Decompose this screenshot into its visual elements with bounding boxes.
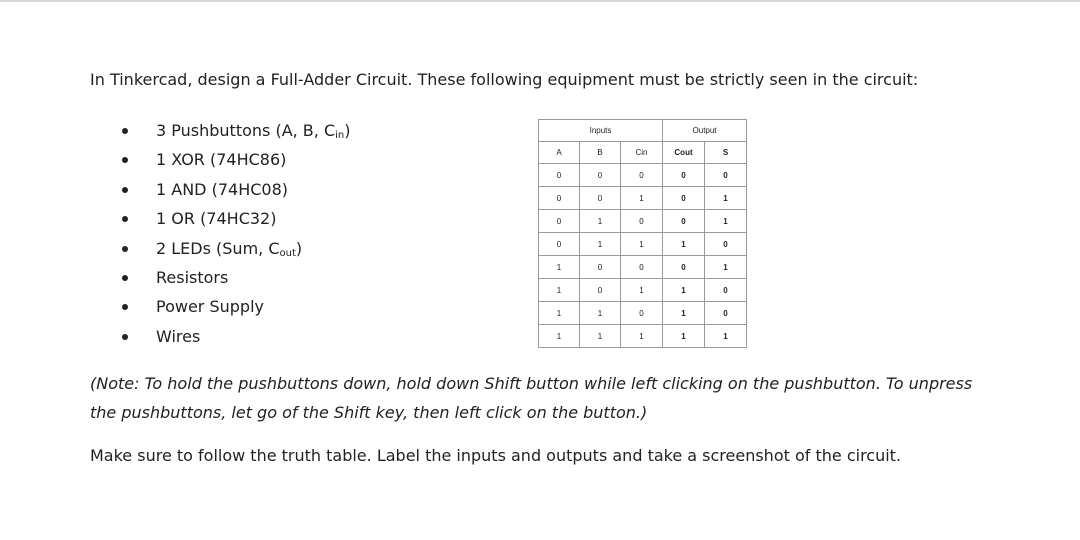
column-header-b: B <box>580 142 621 164</box>
table-row <box>539 233 747 256</box>
cell-a: 1 <box>539 302 580 325</box>
bullet-icon <box>122 157 128 163</box>
item-text: 1 AND (74HC08) <box>156 179 288 199</box>
item-tail: ) <box>344 121 351 140</box>
cell-s: 1 <box>705 210 747 233</box>
bullet-icon <box>122 275 128 281</box>
cell-b: 0 <box>580 187 621 210</box>
inputs-header: Inputs <box>539 120 663 142</box>
cell-cout: 0 <box>663 187 705 210</box>
bullet-icon <box>122 334 128 340</box>
item-text: 3 Pushbuttons (A, B, C <box>156 121 336 140</box>
bullet-icon <box>122 128 128 134</box>
cell-b: 1 <box>580 210 621 233</box>
column-header-row <box>539 142 747 164</box>
cell-a: 1 <box>539 279 580 302</box>
cell-cin: 1 <box>621 325 663 348</box>
cell-s: 1 <box>705 325 747 348</box>
cell-a: 0 <box>539 233 580 256</box>
cell-a: 0 <box>539 187 580 210</box>
cell-cin: 0 <box>621 302 663 325</box>
bullet-icon <box>122 187 128 193</box>
item-text: 1 XOR (74HC86) <box>156 150 287 170</box>
bullet-icon <box>122 304 128 310</box>
column-header-s: S <box>705 142 747 164</box>
cell-cin: 1 <box>621 233 663 256</box>
cell-cin: 0 <box>621 256 663 279</box>
column-header-a: A <box>539 142 580 164</box>
column-header-cout: Cout <box>663 142 705 164</box>
cell-a: 1 <box>539 256 580 279</box>
cell-cin: 1 <box>621 279 663 302</box>
note-text: (Note: To hold the pushbuttons down, hold down Shift button while left clicking on the pushbutton. To unpress the pushbuttons, let go of the Shift key, then left click on the button.) <box>90 374 973 422</box>
table-row <box>539 279 747 302</box>
cell-cout: 0 <box>663 210 705 233</box>
output-header: Output <box>663 120 747 142</box>
cell-cout: 0 <box>663 164 705 187</box>
cell-b: 0 <box>580 256 621 279</box>
table-row <box>539 256 747 279</box>
table-row <box>539 210 747 233</box>
cell-cout: 1 <box>663 325 705 348</box>
cell-s: 0 <box>705 302 747 325</box>
cell-cout: 1 <box>663 279 705 302</box>
cell-b: 1 <box>580 325 621 348</box>
cell-b: 0 <box>580 164 621 187</box>
cell-s: 0 <box>705 164 747 187</box>
item-text: 1 OR (74HC32) <box>156 209 277 229</box>
top-divider <box>0 0 1080 2</box>
item-tail: ) <box>295 238 303 258</box>
item-text: Wires <box>156 326 201 346</box>
cell-cin: 1 <box>621 187 663 210</box>
cell-b: 0 <box>580 279 621 302</box>
item-text: 2 LEDs (Sum, C <box>156 238 280 258</box>
cell-a: 0 <box>539 164 580 187</box>
truth-table <box>538 119 747 348</box>
cell-a: 1 <box>539 325 580 348</box>
table-row <box>539 325 747 348</box>
bullet-icon <box>122 216 128 222</box>
group-header-row <box>539 120 747 142</box>
cell-s: 0 <box>705 233 747 256</box>
intro-text: In Tinkercad, design a Full-Adder Circuit. These following equipment must be strictly seen in the circuit: <box>90 70 919 89</box>
item-text: Power Supply <box>156 297 264 317</box>
column-header-cin: Cin <box>621 142 663 164</box>
cell-cout: 0 <box>663 256 705 279</box>
cell-a: 0 <box>539 210 580 233</box>
table-row <box>539 164 747 187</box>
cell-s: 0 <box>705 279 747 302</box>
cell-b: 1 <box>580 302 621 325</box>
item-subscript: out <box>279 247 296 259</box>
closing-instruction: Make sure to follow the truth table. Label the inputs and outputs and take a screenshot of the circuit. <box>90 446 902 465</box>
cell-s: 1 <box>705 256 747 279</box>
item-text: Resistors <box>156 267 229 287</box>
cell-cin: 0 <box>621 164 663 187</box>
cell-b: 1 <box>580 233 621 256</box>
bullet-icon <box>122 246 128 252</box>
truth-table-body <box>539 164 747 348</box>
table-row <box>539 302 747 325</box>
item-subscript: in <box>335 130 345 141</box>
cell-cout: 1 <box>663 302 705 325</box>
cell-cout: 1 <box>663 233 705 256</box>
table-row <box>539 187 747 210</box>
cell-cin: 0 <box>621 210 663 233</box>
cell-s: 1 <box>705 187 747 210</box>
